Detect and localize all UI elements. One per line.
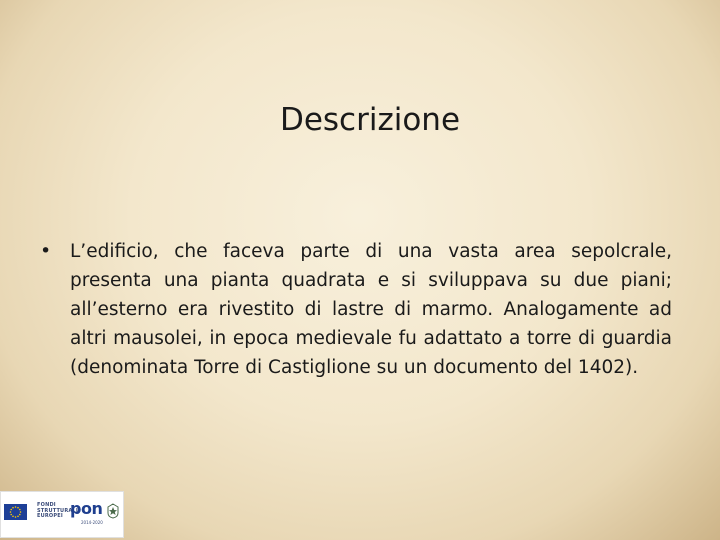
italian-emblem-icon — [106, 503, 120, 519]
bullet-marker: • — [40, 240, 52, 262]
fse-line-1: FONDI — [37, 502, 56, 508]
bullet-text: L’edificio, che faceva parte di una vasta area sepolcrale, presenta una pianta quadrata e si sviluppava su due piani; all’esterno era rivestito di lastre di marmo. Analogamente ad altri mausolei, in epoca medievale fu adattato a torre di guardia (denominata Torre di Castiglione su un documento del 1402). — [70, 241, 672, 378]
pon-logo: pon — [70, 499, 103, 518]
fse-line-2: STRUTTURALI — [37, 507, 78, 514]
eu-flag-icon — [4, 504, 27, 520]
pon-years: 2014-2020 — [81, 520, 103, 525]
funding-logos — [0, 491, 124, 538]
fse-line-3: EUROPEI — [37, 513, 63, 519]
slide-title: Descrizione — [279, 102, 461, 138]
